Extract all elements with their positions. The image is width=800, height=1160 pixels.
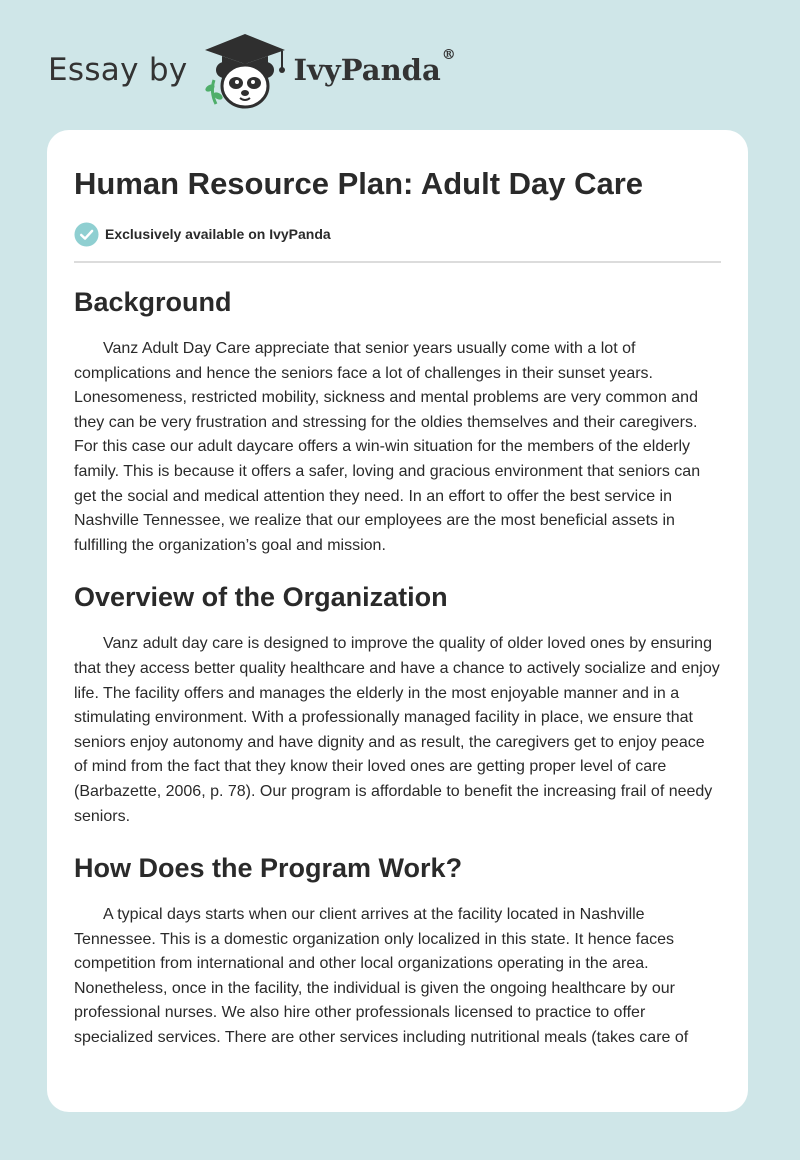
essay-by-label: Essay by	[48, 52, 188, 88]
section-how-it-works	[74, 851, 721, 1051]
registered-mark: ®	[441, 47, 456, 63]
section-paragraph: A typical days starts when our client arrives at the facility located in Nashville Tennessee. This is a domestic organization only localized in this state. It hence faces competition from international and other local organizations operating in the area. Nonetheless, once in the facility, the individual is given the ongoing healthcare by our professional nurses. We also hire other professionals licensed to practice to offer specialized services. There are other services including nutritional meals (takes care of	[74, 906, 689, 1047]
section-paragraph: Vanz adult day care is designed to improve the quality of older loved ones by ensuring that they access better quality healthcare and have a chance to actively socialize and enjoy life. The facility offers and manages the elderly in the most enjoyable manner and in a stimulating environment. With a professionally managed facility in place, we ensure that seniors enjoy autonomy and have dignity and as result, the caregivers get to enjoy peace of mind from the fact that they know their loved ones are getting proper level of care (Barbazette, 2006, p. 78). Our program is affordable to benefit the increasing frail of needy seniors.	[74, 635, 720, 825]
article-title: Human Resource Plan: Adult Day Care	[74, 166, 644, 201]
exclusive-badge-text: Exclusively available on IvyPanda	[105, 226, 331, 242]
site-header	[48, 30, 456, 110]
section-overview	[74, 580, 721, 829]
section-heading: Overview of the Organization	[74, 582, 448, 613]
section-heading: How Does the Program Work?	[74, 853, 463, 884]
panda-graduate-logo[interactable]	[202, 30, 288, 110]
exclusive-badge	[74, 221, 721, 247]
brand-name[interactable]: IvyPanda®	[293, 47, 456, 87]
article-card	[47, 130, 748, 1112]
section-heading: Background	[74, 287, 232, 317]
title-divider	[74, 261, 721, 263]
section-paragraph: Vanz Adult Day Care appreciate that senior years usually come with a lot of complications and hence the seniors face a lot of challenges in their sunset years. Lonesomeness, restricted mobility, sickness and mental problems are very common and they can be very frustration and stressing for the oldies themselves and their caregivers. For this case our adult daycare offers a win-win situation for the members of the elderly family. This is because it offers a safer, loving and gracious environment that seniors can get the social and medical attention they need. In an effort to offer the best service in Nashville Tennessee, we realize that our employees are the most beneficial assets in fulfilling the organization’s goal and mission.	[74, 340, 701, 554]
section-background	[74, 285, 721, 558]
check-badge-icon	[74, 222, 99, 247]
